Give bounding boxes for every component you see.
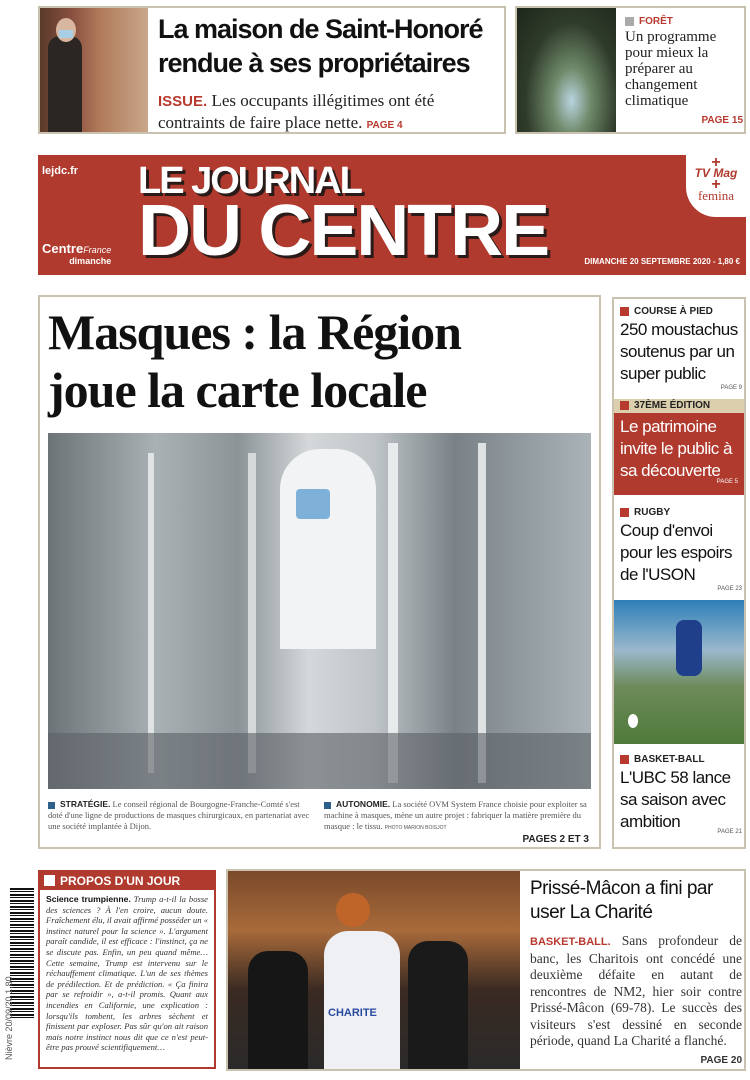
rugby-photo: [614, 600, 744, 744]
square-icon: [44, 875, 55, 886]
propos-title: PROPOS D'UN JOUR: [40, 872, 214, 890]
sidebar: [612, 297, 746, 849]
main-headline: Masques : la Région: [48, 304, 461, 360]
caption-autonomie: AUTONOMIE. La société OVM System France choisie pour exploiter sa machine à masques, mène un autre projet : fabriquer la matière première du masque : le tissu. PHOTO MARION BOISJOT: [324, 799, 587, 831]
teaser-page: PAGE 4: [366, 120, 403, 131]
main-photo-mask-factory: [48, 433, 591, 789]
teaser-text: Les occupants illégitimes ont été contraints de faire place nette.: [158, 91, 435, 132]
teaser-saint-honore[interactable]: [38, 6, 506, 134]
teaser-headline: rendue à ses propriétaires: [158, 48, 470, 78]
teaser-headline: La maison de Saint-Honoré: [158, 14, 483, 44]
photo-credit: PHOTO MARION BOISJOT: [384, 825, 447, 831]
basket-story[interactable]: [226, 869, 746, 1071]
sidebar-band-edition: 37ÈME ÉDITION: [614, 399, 744, 413]
teaser-page: PAGE 15: [701, 115, 743, 126]
masthead: [38, 155, 746, 275]
basket-photo: CHARITE: [228, 871, 520, 1069]
sidebar-item-patrimoine[interactable]: Le patrimoine invite le public à sa découverte PAGE 5: [614, 413, 744, 495]
basket-headline: Prissé-Mâcon a fini par user La Charité: [530, 878, 713, 923]
teaser-kicker: FORÊT: [639, 16, 673, 27]
supplements-badge[interactable]: + TV Mag + femina: [686, 155, 746, 217]
newspaper-title: [138, 160, 549, 271]
teaser-foret[interactable]: [515, 6, 746, 134]
sidebar-item-course[interactable]: COURSE À PIED 250 moustachus soutenus par un super public PAGE 9: [620, 306, 742, 391]
main-pages: PAGES 2 ET 3: [522, 834, 589, 845]
propos-text: Trump a-t-il la bosse des sciences ? À l'en croire, aucun doute. Fraîchement élu, il avait affirmé posséder un « instinct naturel pour la science ». L'argument paraît candide, il est efficace : l'instinct, ça ne se discute pas. Enfin, un peu quand même… Cette semaine, Trump est intervenu sur le réchauffement climatique. L'un de ses thèmes de prédilection. Et de prédiction. « Ça finira par se refroidir », a-t-il promis. Quant aux incendies en Californie, une explication : lorsqu'ils tombent, les arbres sèchent et finissent par exploser. Pas sûr qu'on ait raison mais notre instinct nous dit que ce n'est peut-être pas prouvé scientifiquement…: [46, 894, 208, 1053]
propos-box[interactable]: [38, 870, 216, 1069]
date-price: DIMANCHE 20 SEPTEMBRE 2020 - 1,80 €: [584, 257, 740, 266]
publisher-logo: CentreFrance dimanche: [42, 241, 112, 266]
website-link[interactable]: lejdc.fr: [42, 165, 79, 177]
basket-text: Sans profondeur de banc, les Charitois ont concédé une deuxième défaite en autant de rencontres de NM2, hier soir contre Prissé-Mâcon (69-78). Le succès des visiteurs s'est dessiné en seconde période, quand La Charité a flanché.: [530, 933, 742, 1048]
teaser-kicker: ISSUE.: [158, 93, 208, 110]
main-headline: joue la carte locale: [48, 362, 427, 418]
basket-kicker: BASKET-BALL.: [530, 936, 611, 948]
kicker-square-icon: [625, 17, 634, 26]
basket-page: PAGE 20: [700, 1054, 742, 1066]
teaser-text: Un programme pour mieux la préparer au changement climatique: [625, 29, 717, 109]
propos-lead: Science trumpienne.: [46, 894, 131, 904]
title-line1: LE JOURNAL: [138, 160, 361, 202]
main-story[interactable]: [38, 295, 601, 849]
caption-strategie: STRATÉGIE. Le conseil régional de Bourgogne-Franche-Comté s'est doté d'une ligne de productions de masques chirurgicaux, en partenariat avec une société implantée à Dijon.: [48, 799, 310, 831]
barcode-edition: Nièvre 20/09/20 1,80: [4, 976, 14, 1060]
teaser-photo: [40, 8, 148, 132]
sidebar-item-basket[interactable]: BASKET-BALL L'UBC 58 lance sa saison avec ambition PAGE 21: [620, 754, 742, 835]
sidebar-item-rugby[interactable]: RUGBY Coup d'envoi pour les espoirs de l'USON PAGE 23: [620, 507, 742, 592]
title-line2: DU CENTRE: [138, 191, 549, 271]
teaser-photo-forest: [517, 8, 616, 132]
